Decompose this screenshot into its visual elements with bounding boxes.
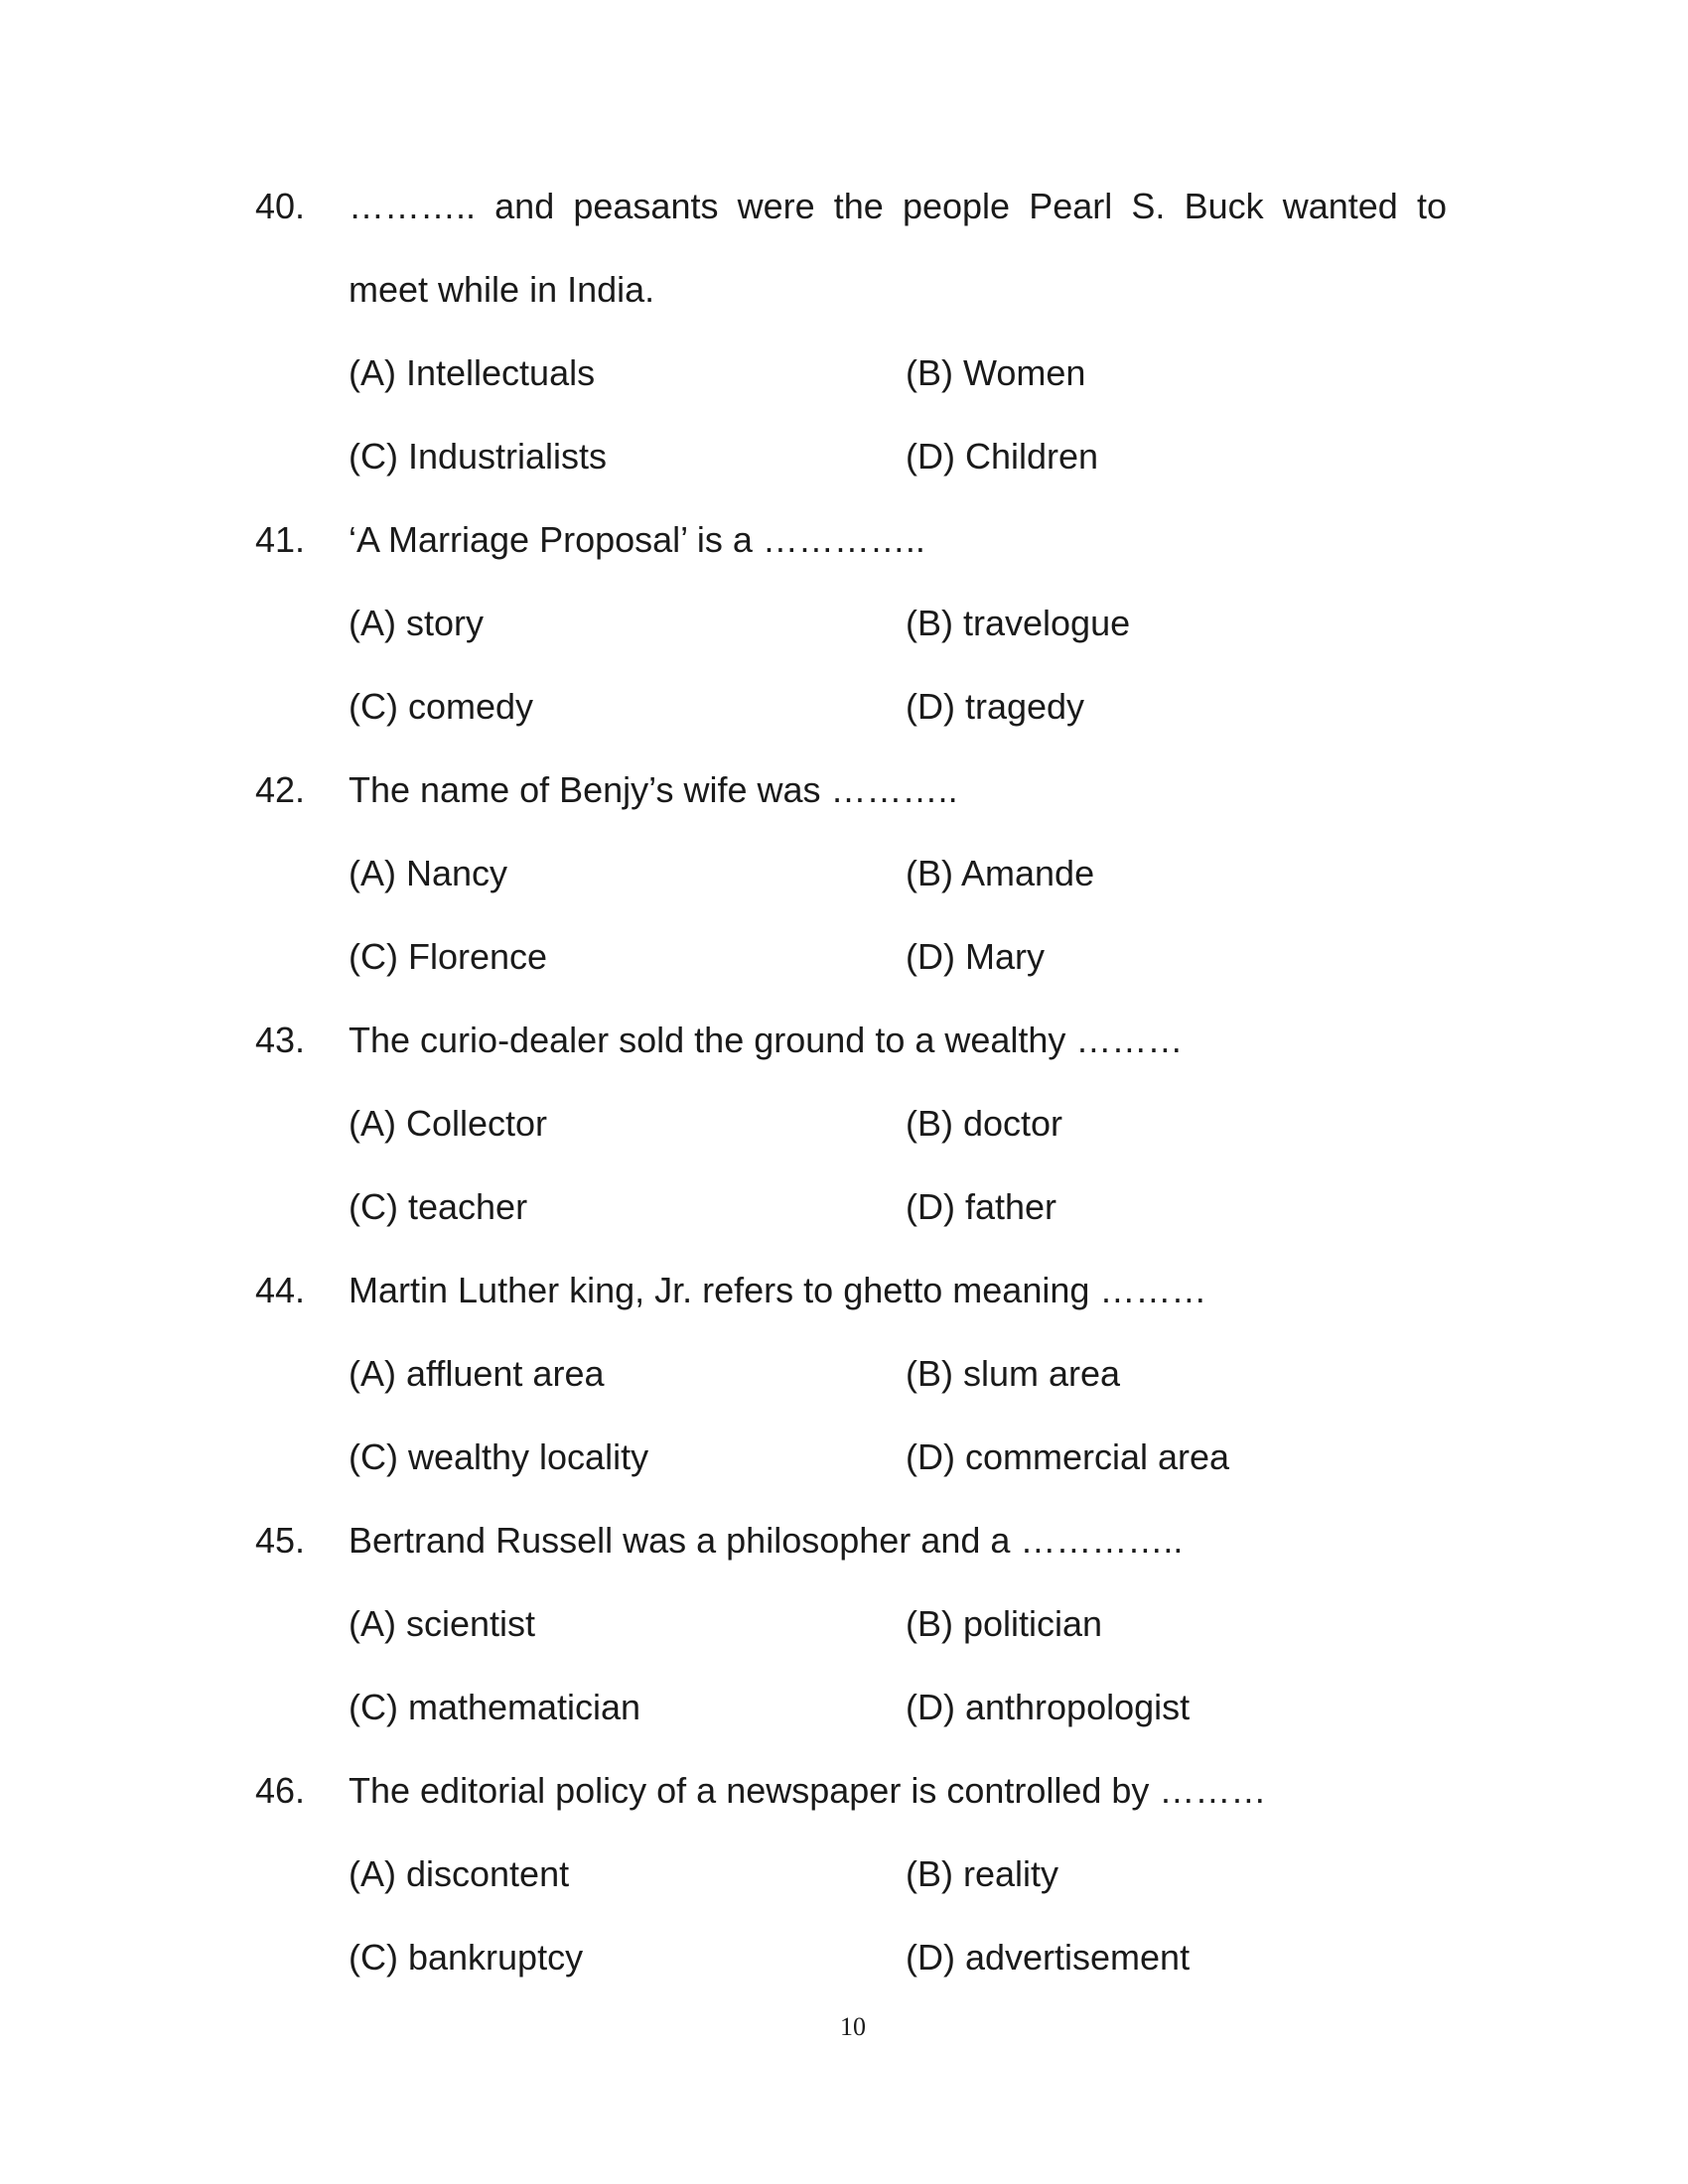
question-stem xyxy=(0,1249,1688,1332)
option-c: (C) bankruptcy xyxy=(349,1937,584,1978)
option-d: (D) Children xyxy=(906,436,1099,477)
option-c: (C) comedy xyxy=(349,686,534,727)
option-d: (D) anthropologist xyxy=(906,1687,1191,1727)
option-b: (B) Amande xyxy=(906,853,1095,893)
option-a: (A) scientist xyxy=(349,1603,536,1644)
question-stem xyxy=(0,498,1688,582)
option-d: (D) Mary xyxy=(906,936,1045,977)
question-number: 41. xyxy=(255,519,306,560)
option-b: (B) doctor xyxy=(906,1103,1063,1144)
option-c: (C) Florence xyxy=(349,936,548,977)
question-text-line1: The editorial policy of a newspaper is controlled by ……… xyxy=(349,1770,1267,1811)
option-a: (A) Intellectuals xyxy=(349,352,596,393)
option-c: (C) teacher xyxy=(349,1186,528,1227)
question-text-line2: meet while in India. xyxy=(349,269,655,310)
option-c: (C) mathematician xyxy=(349,1687,641,1727)
question-number: 42. xyxy=(255,769,306,810)
option-c: (C) wealthy locality xyxy=(349,1436,649,1477)
option-d: (D) commercial area xyxy=(906,1436,1230,1477)
option-d: (D) tragedy xyxy=(906,686,1085,727)
option-b: (B) Women xyxy=(906,352,1086,393)
question-text-line1: Bertrand Russell was a philosopher and a ………….. xyxy=(349,1520,1184,1561)
option-d: (D) father xyxy=(906,1186,1057,1227)
question-text-line1: ‘A Marriage Proposal’ is a ………….. xyxy=(349,519,925,560)
question-text-line1: Martin Luther king, Jr. refers to ghetto meaning ……… xyxy=(349,1270,1207,1310)
question-number: 40. xyxy=(255,186,306,226)
question-stem xyxy=(0,1749,1688,1833)
option-b: (B) slum area xyxy=(906,1353,1121,1394)
question-number: 46. xyxy=(255,1770,306,1811)
question-stem xyxy=(0,749,1688,832)
page-number: 10 xyxy=(840,2012,866,2041)
option-a: (A) Nancy xyxy=(349,853,508,893)
question-number: 44. xyxy=(255,1270,306,1310)
option-c: (C) Industrialists xyxy=(349,436,608,477)
option-a: (A) Collector xyxy=(349,1103,548,1144)
option-a: (A) discontent xyxy=(349,1853,570,1894)
option-d: (D) advertisement xyxy=(906,1937,1191,1978)
question-stem xyxy=(0,999,1688,1082)
question-stem xyxy=(0,165,1688,248)
option-a: (A) affluent area xyxy=(349,1353,605,1394)
question-number: 45. xyxy=(255,1520,306,1561)
question-text-line1: ……….. and peasants were the people Pearl S. Buck wanted to xyxy=(349,186,1447,226)
question-text-line1: The name of Benjy’s wife was ……….. xyxy=(349,769,958,810)
question-stem-continued xyxy=(0,248,1688,332)
option-b: (B) politician xyxy=(906,1603,1103,1644)
question-text-line1: The curio-dealer sold the ground to a wealthy ……… xyxy=(349,1020,1184,1060)
option-b: (B) reality xyxy=(906,1853,1059,1894)
option-a: (A) story xyxy=(349,603,485,643)
question-number: 43. xyxy=(255,1020,306,1060)
question-stem xyxy=(0,1499,1688,1582)
option-b: (B) travelogue xyxy=(906,603,1131,643)
